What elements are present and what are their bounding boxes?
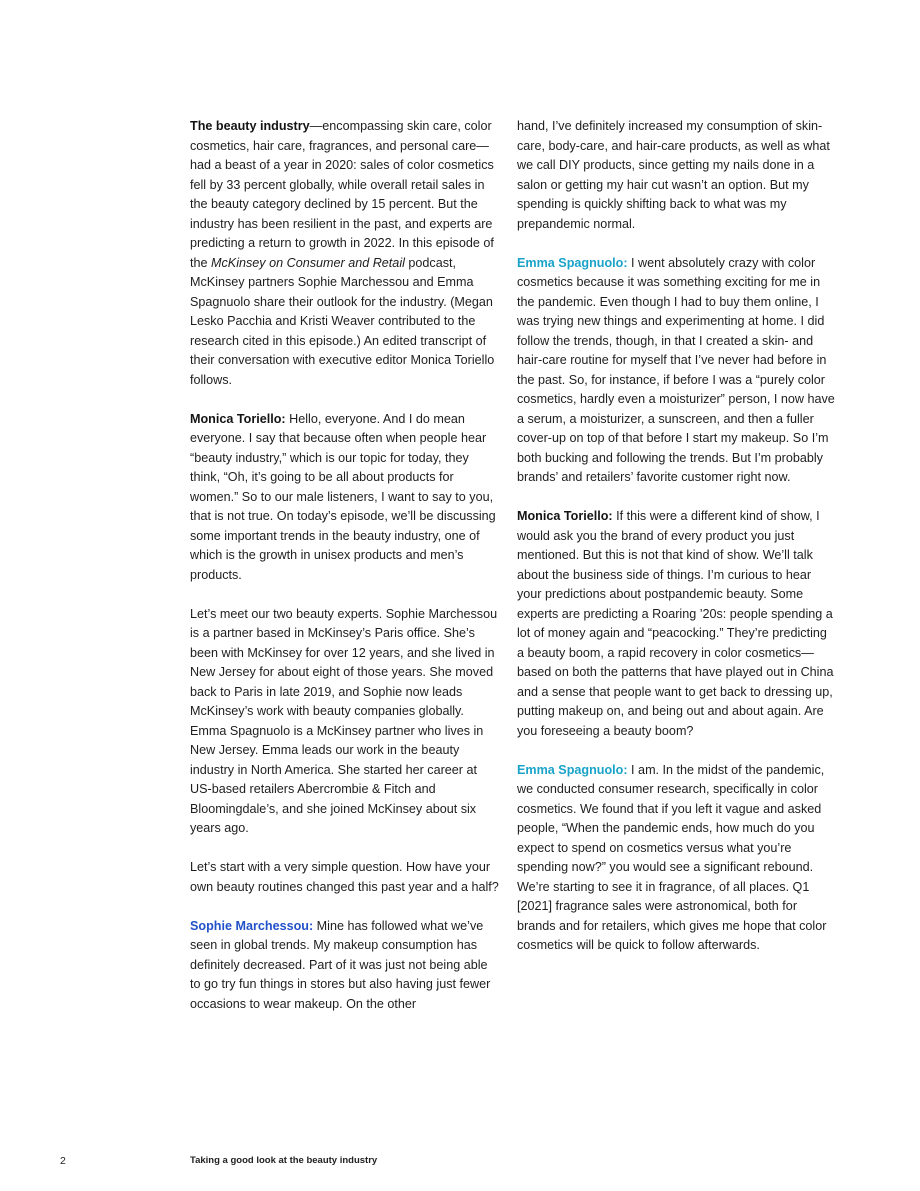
- paragraph-question: Let’s start with a very simple question. How have your own beauty routines changed this past year and a half?: [190, 860, 499, 894]
- speaker-monica: Monica Toriello:: [517, 509, 613, 523]
- right-column: [517, 117, 837, 975]
- paragraph-sophie-1: [190, 917, 500, 1015]
- paragraph-text: Hello, everyone. And I do mean everyone. I say that because often when people hear “beauty industry,” which is our topic for today, they think, “Oh, it’s going to be all about products for women.” So to our male listeners, I want to say to you, that is not true. On today’s episode, we’ll be discussing some important trends in the beauty industry, one of which is the growth in unisex products and men’s products.: [190, 411, 496, 582]
- intro-paragraph: [190, 117, 500, 390]
- speaker-emma: Emma Spagnuolo:: [517, 762, 628, 777]
- speaker-emma: Emma Spagnuolo:: [517, 255, 628, 270]
- speaker-sophie: Sophie Marchessou:: [190, 918, 314, 933]
- paragraph-monica-1: [190, 410, 500, 586]
- paragraph-emma-1: [517, 254, 837, 488]
- paragraph-experts-intro: Let’s meet our two beauty experts. Sophie Marchessou is a partner based in McKinsey’s Paris office. She’s been with McKinsey for over 12 years, and she lived in New Jersey for about eight of those years. She moved back to Paris in late 2019, and Sophie now leads McKinsey’s work with beauty companies globally. Emma Spagnuolo is a McKinsey partner who lives in New Jersey. Emma leads our work in the beauty industry in North America. She started her career at US-based retailers Abercrombie & Fitch and Bloomingdale’s, and she joined McKinsey about six years ago.: [190, 606, 498, 835]
- intro-text-a: —encompassing skin care, color cosmetics, hair care, fragrances, and personal care—had a beast of a year in 2020: sales of color cosmetics fell by 33 percent globally, while overall retail sales in the beauty category declined by 15 percent. But the industry has been resilient in the past, and experts are predicting a return to growth in 2022. In this episode of the: [190, 119, 494, 270]
- paragraph-sophie-cont: hand, I’ve definitely increased my consumption of skin-care, body-care, and hair-care products, as well as what we call DIY products, since getting my nails done in a salon or getting my hair cut wasn’t an option. But my spending is quickly shifting back to what was my prepandemic normal.: [517, 119, 830, 231]
- paragraph-text: If this were a different kind of show, I would ask you the brand of every product you just mentioned. But this is not that kind of show. We’ll talk about the business side of things. I’m curious to hear your predictions about postpandemic beauty. Some experts are predicting a Roaring ’20s: people spending a lot of money again and “peacocking.” They’re predicting a beauty boom, a rapid recovery in color cosmetics—based on both the patterns that have played out in China and a sense that people want to get back to dressing up, putting makeup on, and being out and about again. Are you foreseeing a beauty boom?: [517, 509, 834, 738]
- running-footer-title: Taking a good look at the beauty industry: [190, 1155, 378, 1166]
- lead-in: The beauty industry: [190, 119, 310, 133]
- paragraph-text: I went absolutely crazy with color cosmetics because it was something exciting for me in the pandemic. Even though I had to buy them online, I was trying new things and experimenting at home. I did follow the trends, though, in that I created a skin- and hair-care routine for myself that I’ve never had before in the past. So, for instance, if before I was a “purely color cosmetics, hardly even a moisturizer” person, I now have a serum, a moisturizer, a sunscreen, and then a fuller cover-up on top of that before I start my makeup. So I’m both bucking and following the trends. But I’m probably brands’ and retailers’ favorite customer right now.: [517, 255, 835, 484]
- paragraph-monica-2: [517, 507, 837, 741]
- speaker-monica: Monica Toriello:: [190, 411, 286, 426]
- paragraph-emma-2: [517, 761, 837, 956]
- intro-text-b: podcast, McKinsey partners Sophie Marchessou and Emma Spagnuolo share their outlook for the industry. (Megan Lesko Pacchia and Kristi Weaver contributed to the research cited in this episode.) An edited transcript of their conversation with executive editor Monica Toriello follows.: [190, 255, 495, 387]
- paragraph-text: Mine has followed what we’ve seen in global trends. My makeup consumption has definitely decreased. Part of it was just not being able to go try fun things in stores but also having just fewer occasions to wear makeup. On the other: [190, 918, 491, 1011]
- left-column: [190, 117, 500, 1034]
- page-number: 2: [60, 1155, 66, 1167]
- paragraph-text: I am. In the midst of the pandemic, we conducted consumer research, specifically in color cosmetics. We found that if you left it vague and asked people, “When the pandemic ends, how much do you expect to spend on cosmetics versus what you’re spending now?” you would see a significant rebound. We’re starting to see it in fragrance, of all places. Q1 [2021] fragrance sales were astronomical, both for brands and for retailers, which gives me hope that color cosmetics will be quick to follow afterwards.: [517, 762, 827, 952]
- podcast-title: McKinsey on Consumer and Retail: [211, 255, 405, 270]
